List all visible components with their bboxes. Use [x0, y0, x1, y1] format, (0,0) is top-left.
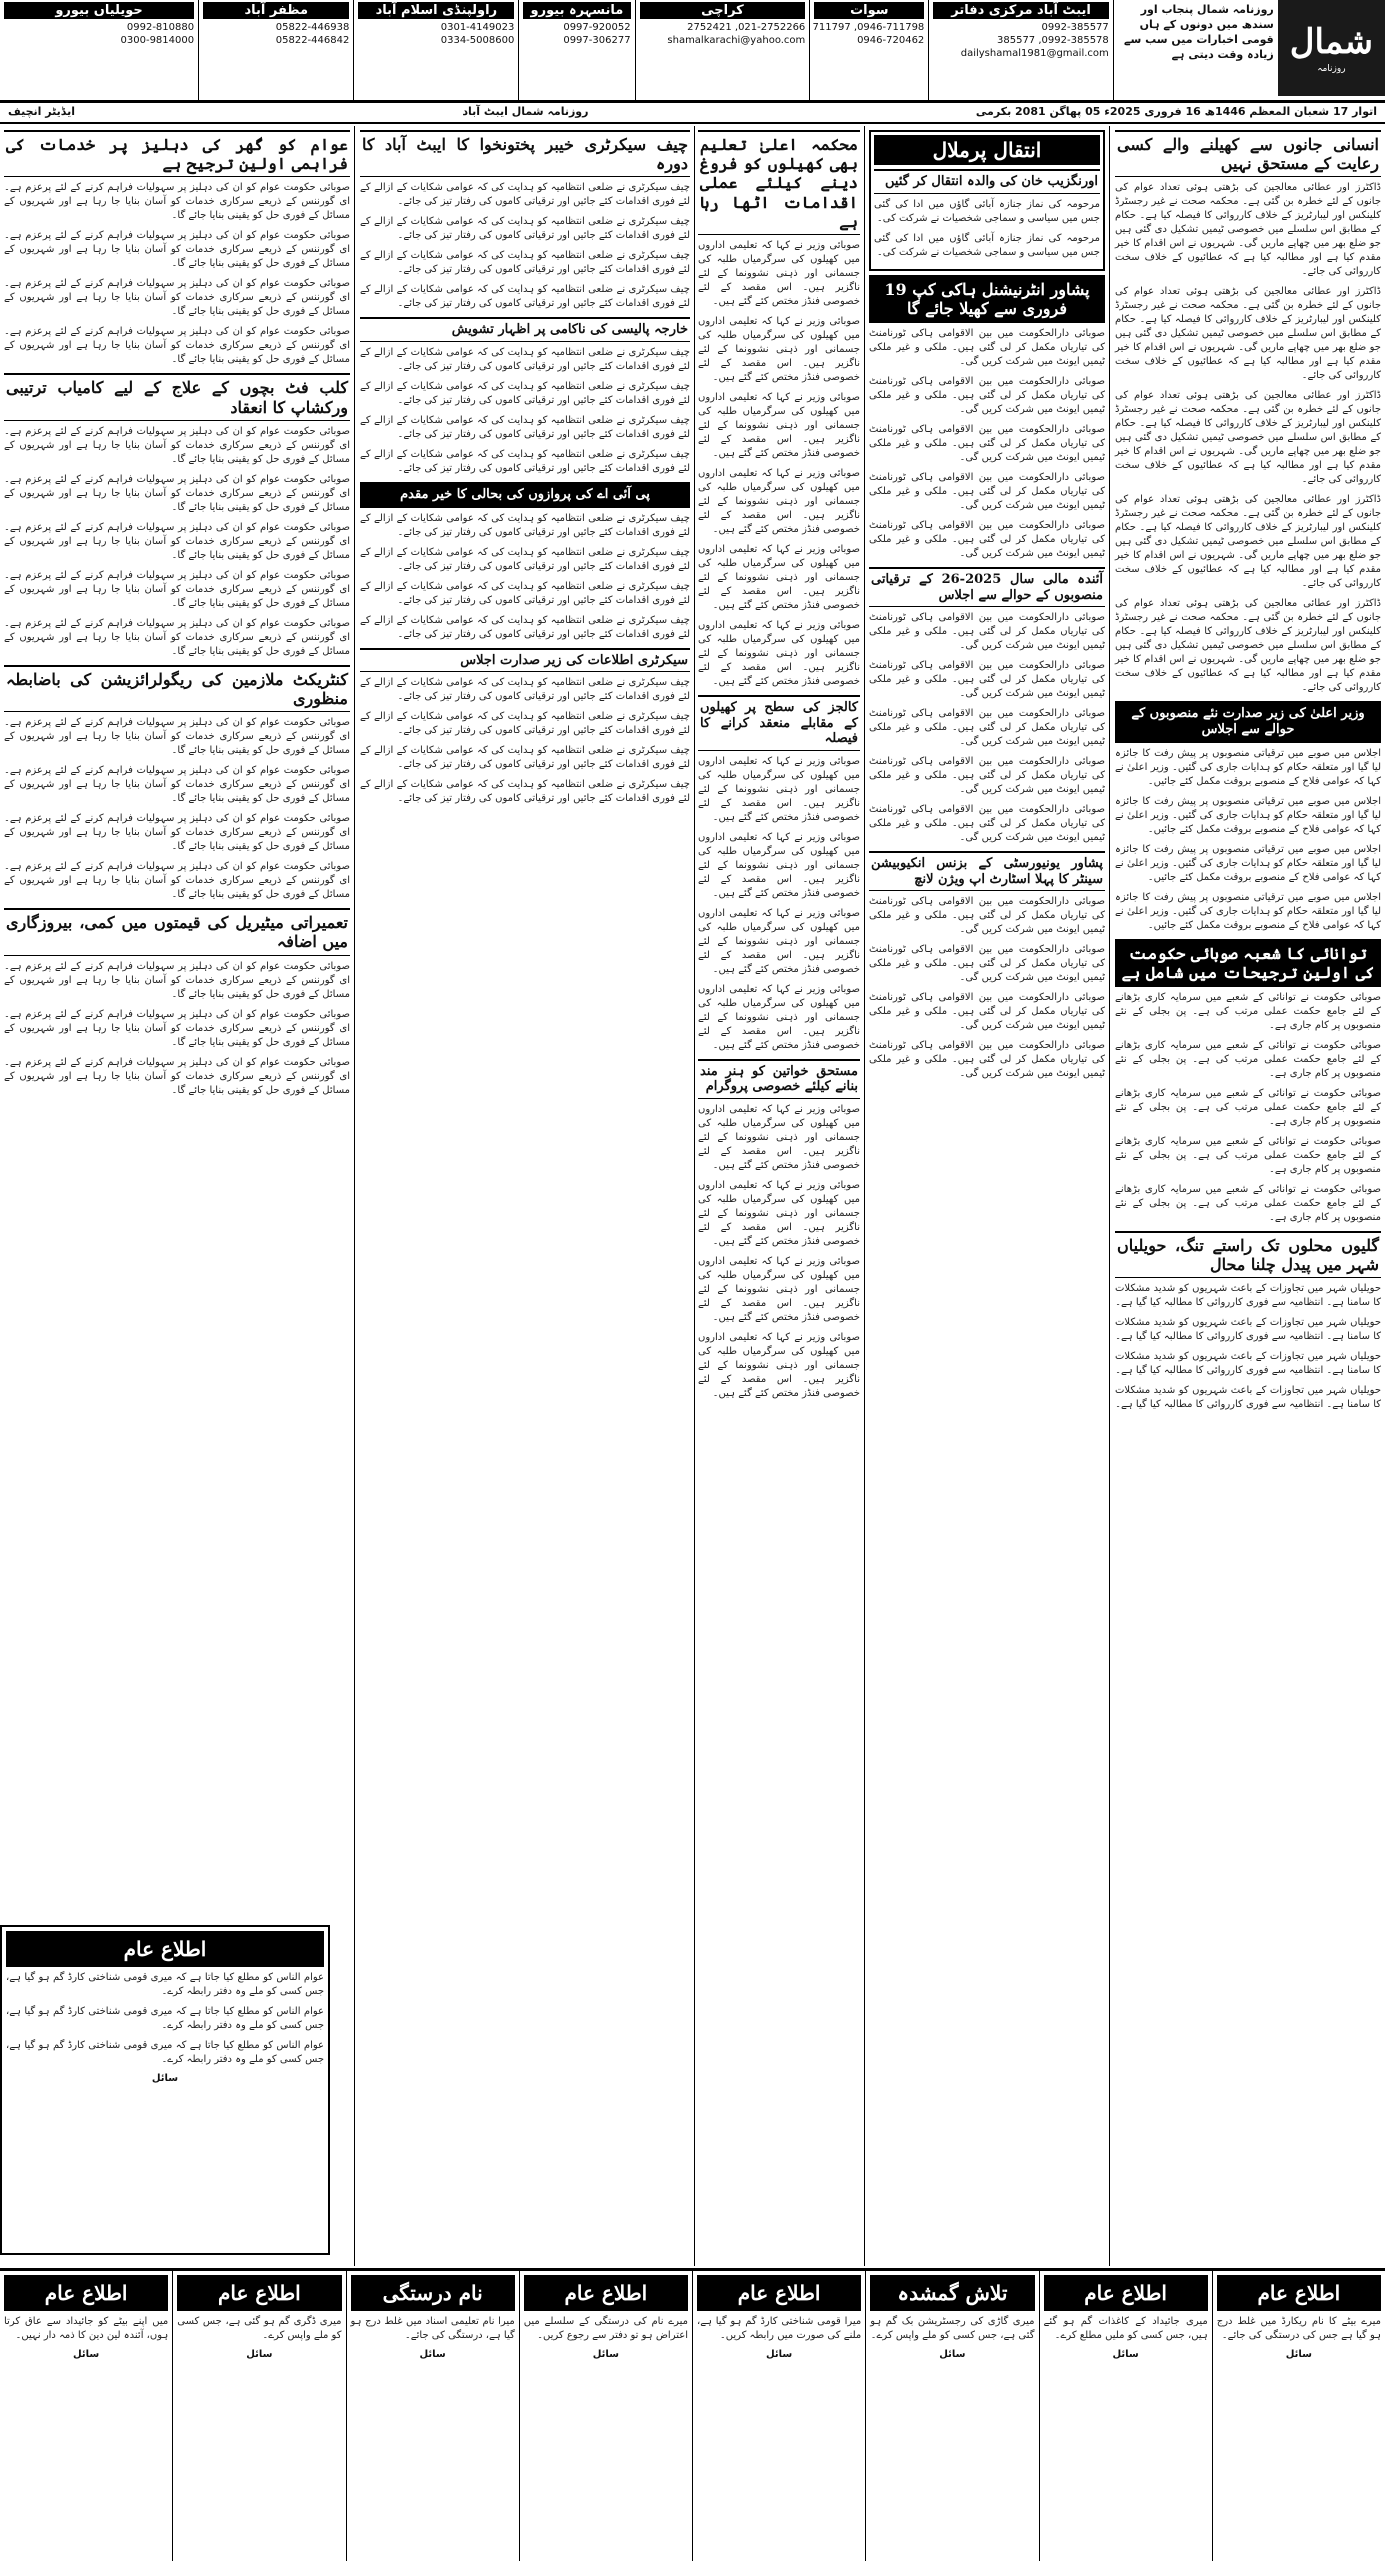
headline: وزیر اعلیٰ کی زیر صدارت نئے منصوبوں کے حوالے سے اجلاس: [1115, 701, 1381, 742]
bureau-line: 0300-9814000: [120, 35, 195, 46]
article-paragraph: چیف سیکرٹری نے ضلعی انتظامیہ کو ہدایت کی کہ عوامی شکایات کے ازالے کے لئے فوری اقدامات کئے جائیں اور ترقیاتی کاموں کی رفتار تیز کی جائے۔: [360, 346, 690, 372]
headline: انسانی جانوں سے کھیلنے والے کسی رعایت کے مستحق نہیں: [1115, 130, 1381, 177]
article-paragraph: صوبائی حکومت عوام کو ان کی دہلیز پر سہولیات فراہم کرنے کے لئے پرعزم ہے۔ ای گورننس کے ذریعے سرکاری خدمات کو آسان بنایا جا رہا ہے اور شہریوں کے مسائل کے فوری حل کو یقینی بنایا جائے گا۔: [4, 182, 350, 222]
bureau-line: 05822-446842: [275, 35, 350, 46]
article-paragraph: صوبائی دارالحکومت میں بین الاقوامی ہاکی ٹورنامنٹ کی تیاریاں مکمل کر لی گئی ہیں۔ ملکی و غیر ملکی ٹیمیں ایونٹ میں شرکت کریں گی۔: [869, 992, 1105, 1032]
article-paragraph: صوبائی حکومت عوام کو ان کی دہلیز پر سہولیات فراہم کرنے کے لئے پرعزم ہے۔ ای گورننس کے ذریعے سرکاری خدمات کو آسان بنایا جا رہا ہے اور شہریوں کے مسائل کے فوری حل کو یقینی بنایا جائے گا۔: [4, 521, 350, 561]
headline: کلب فٹ بچوں کے علاج کے لیے کامیاب ترتیبی ورکشاپ کا انعقاد: [4, 373, 350, 420]
headline: چیف سیکرٹری خیبر پختونخوا کا ایبٹ آباد کا دورہ: [360, 130, 690, 177]
headline: عوام کو گھر کی دہلیز پر خدمات کی فراہمی اولین ترجیح ہے: [4, 130, 350, 177]
article-paragraph: صوبائی حکومت نے توانائی کے شعبے میں سرمایہ کاری بڑھانے کے لئے جامع حکمت عملی مرتب کی ہے۔ پن بجلی کے نئے منصوبوں پر کام جاری ہے۔: [1115, 1135, 1381, 1175]
article-paragraph: اجلاس میں صوبے میں ترقیاتی منصوبوں پر پیش رفت کا جائزہ لیا گیا اور متعلقہ حکام کو ہدایات جاری کی گئیں۔ وزیر اعلیٰ نے کہا کہ عوامی فلاح کے منصوبے بروقت مکمل کئے جائیں۔: [1115, 795, 1381, 835]
article-paragraph: صوبائی وزیر نے کہا کہ تعلیمی اداروں میں کھیلوں کی سرگرمیاں طلبہ کی جسمانی اور ذہنی نشوونما کے لئے ناگزیر ہیں۔ اس مقصد کے لئے خصوصی فنڈز مختص کئے گئے ہیں۔: [698, 619, 860, 687]
bureau-line: 0946-720462: [857, 35, 925, 46]
article-paragraph: صوبائی دارالحکومت میں بین الاقوامی ہاکی ٹورنامنٹ کی تیاریاں مکمل کر لی گئی ہیں۔ ملکی و غیر ملکی ٹیمیں ایونٹ میں شرکت کریں گی۔: [869, 471, 1105, 511]
classified-ads-row: [0, 2268, 1385, 2561]
headline: کالجز کی سطح پر کھیلوں کے مقابلے منعقد کرانے کا فیصلہ: [698, 695, 860, 751]
article-body: [698, 1103, 860, 1401]
newspaper-logo: [1278, 0, 1385, 96]
column-divider: [1109, 126, 1110, 2266]
bureau-muzaffarabad: [198, 0, 353, 100]
article-paragraph: صوبائی حکومت نے توانائی کے شعبے میں سرمایہ کاری بڑھانے کے لئے جامع حکمت عملی مرتب کی ہے۔ پن بجلی کے نئے منصوبوں پر کام جاری ہے۔: [1115, 1183, 1381, 1223]
bureau-city: مظفر آباد: [203, 2, 349, 19]
ad-signature: سائل: [592, 2349, 620, 2360]
article-body: [4, 425, 350, 659]
column-divider: [694, 126, 695, 2266]
article-paragraph: صوبائی دارالحکومت میں بین الاقوامی ہاکی ٹورنامنٹ کی تیاریاں مکمل کر لی گئی ہیں۔ ملکی و غیر ملکی ٹیمیں ایونٹ میں شرکت کریں گی۔: [869, 519, 1105, 559]
bureau-line: 021-2752266, 2752421: [687, 22, 806, 33]
article-paragraph: صوبائی حکومت عوام کو ان کی دہلیز پر سہولیات فراہم کرنے کے لئے پرعزم ہے۔ ای گورننس کے ذریعے سرکاری خدمات کو آسان بنایا جا رہا ہے اور شہریوں کے مسائل کے فوری حل کو یقینی بنایا جائے گا۔: [4, 278, 350, 318]
article-body: [1115, 181, 1381, 695]
notice-signature: سائل: [151, 2073, 179, 2084]
dateline-bar: [0, 100, 1385, 124]
article-paragraph: صوبائی دارالحکومت میں بین الاقوامی ہاکی ٹورنامنٹ کی تیاریاں مکمل کر لی گئی ہیں۔ ملکی و غیر ملکی ٹیمیں ایونٹ میں شرکت کریں گی۔: [869, 327, 1105, 367]
headline: محکمہ اعلیٰ تعلیم بھی کھیلوں کو فروغ دینے کیلئے عملی اقدامات اٹھا رہا ہے: [698, 130, 860, 235]
notice-title: اطلاع عام: [6, 1931, 324, 1967]
classified-ad: [1039, 2271, 1212, 2561]
headline: تعمیراتی میٹیریل کی قیمتوں میں کمی، بیروزگاری میں اضافہ: [4, 908, 350, 955]
article-paragraph: صوبائی دارالحکومت میں بین الاقوامی ہاکی ٹورنامنٹ کی تیاریاں مکمل کر لی گئی ہیں۔ ملکی و غیر ملکی ٹیمیں ایونٹ میں شرکت کریں گی۔: [869, 375, 1105, 415]
article-paragraph: چیف سیکرٹری نے ضلعی انتظامیہ کو ہدایت کی کہ عوامی شکایات کے ازالے کے لئے فوری اقدامات کئے جائیں اور ترقیاتی کاموں کی رفتار تیز کی جائے۔: [360, 779, 690, 805]
article-paragraph: صوبائی دارالحکومت میں بین الاقوامی ہاکی ٹورنامنٹ کی تیاریاں مکمل کر لی گئی ہیں۔ ملکی و غیر ملکی ٹیمیں ایونٹ میں شرکت کریں گی۔: [869, 708, 1105, 748]
ad-signature: سائل: [72, 2349, 100, 2360]
ad-text: میری گاڑی کی رجسٹریشن بک گم ہو گئی ہے، جس کسی کو ملے واپس کرے۔: [870, 2316, 1035, 2341]
article-paragraph: صوبائی حکومت عوام کو ان کی دہلیز پر سہولیات فراہم کرنے کے لئے پرعزم ہے۔ ای گورننس کے ذریعے سرکاری خدمات کو آسان بنایا جا رہا ہے اور شہریوں کے مسائل کے فوری حل کو یقینی بنایا جائے گا۔: [4, 230, 350, 270]
logo-text: شمال: [1289, 22, 1373, 62]
headline: پشاور انٹرنیشنل ہاکی کپ 19 فروری سے کھیلا جائے گا: [869, 275, 1105, 323]
article-body: [698, 239, 860, 689]
bureau-line: 0992-385577: [1041, 22, 1109, 33]
article-body: [360, 676, 690, 806]
article-paragraph: صوبائی دارالحکومت میں بین الاقوامی ہاکی ٹورنامنٹ کی تیاریاں مکمل کر لی گئی ہیں۔ ملکی و غیر ملکی ٹیمیں ایونٹ میں شرکت کریں گی۔: [869, 756, 1105, 796]
article-paragraph: صوبائی دارالحکومت میں بین الاقوامی ہاکی ٹورنامنٹ کی تیاریاں مکمل کر لی گئی ہیں۔ ملکی و غیر ملکی ٹیمیں ایونٹ میں شرکت کریں گی۔: [869, 612, 1105, 652]
article-paragraph: صوبائی حکومت عوام کو ان کی دہلیز پر سہولیات فراہم کرنے کے لئے پرعزم ہے۔ ای گورننس کے ذریعے سرکاری خدمات کو آسان بنایا جا رہا ہے اور شہریوں کے مسائل کے فوری حل کو یقینی بنایا جائے گا۔: [4, 617, 350, 657]
ad-signature: سائل: [246, 2349, 273, 2360]
article-paragraph: ڈاکٹرز اور عطائی معالجین کی بڑھتی ہوئی تعداد عوام کی جانوں کے لئے خطرہ بن گئی ہے۔ محکمہ صحت نے غیر رجسٹرڈ کلینکس اور لیبارٹریز کے خلاف کارروائی کا فیصلہ کیا ہے۔ حکام کے مطابق اس سلسلے میں خصوصی ٹیمیں تشکیل دی گئی ہیں جو ضلع بھر میں چھاپے ماریں گی۔ شہریوں نے اس اقدام کا خیر مقدم کیا ہے اور مطالبہ کیا ہے کہ عطائیوں کے خلاف سخت کارروائی کی جائے۔: [1115, 390, 1381, 486]
article-paragraph: چیف سیکرٹری نے ضلعی انتظامیہ کو ہدایت کی کہ عوامی شکایات کے ازالے کے لئے فوری اقدامات کئے جائیں اور ترقیاتی کاموں کی رفتار تیز کی جائے۔: [360, 284, 690, 310]
article-paragraph: صوبائی دارالحکومت میں بین الاقوامی ہاکی ٹورنامنٹ کی تیاریاں مکمل کر لی گئی ہیں۔ ملکی و غیر ملکی ٹیمیں ایونٹ میں شرکت کریں گی۔: [869, 804, 1105, 844]
bureau-city: ایبٹ آباد مرکزی دفاتر: [933, 2, 1108, 19]
article-body: [698, 755, 860, 1053]
headline: گلیوں محلوں تک راستے تنگ، حویلیاں شہر میں پیدل چلنا محال: [1115, 1231, 1381, 1278]
bureau-line: 0997-306277: [563, 35, 631, 46]
article-paragraph: چیف سیکرٹری نے ضلعی انتظامیہ کو ہدایت کی کہ عوامی شکایات کے ازالے کے لئے فوری اقدامات کئے جائیں اور ترقیاتی کاموں کی رفتار تیز کی جائے۔: [360, 580, 690, 606]
ad-title: اطلاع عام: [1217, 2275, 1381, 2311]
ad-signature: سائل: [765, 2349, 793, 2360]
ad-text: میرے نام کی درستگی کے سلسلے میں اعتراض ہو تو دفتر سے رجوع کریں۔: [523, 2316, 688, 2341]
bureau-email: shamalkarachi@yahoo.com: [667, 35, 806, 46]
bureau-line: 0997-920052: [563, 22, 631, 33]
article-paragraph: صوبائی حکومت عوام کو ان کی دہلیز پر سہولیات فراہم کرنے کے لئے پرعزم ہے۔ ای گورننس کے ذریعے سرکاری خدمات کو آسان بنایا جا رہا ہے اور شہریوں کے مسائل کے فوری حل کو یقینی بنایا جائے گا۔: [4, 1056, 350, 1096]
notice-paragraph: عوام الناس کو مطلع کیا جاتا ہے کہ میری قومی شناختی کارڈ گم ہو گیا ہے، جس کسی کو ملے وہ دفتر رابطہ کرے۔: [6, 1972, 324, 1997]
ad-text: میری جائیداد کے کاغذات گم ہو گئے ہیں، جس کسی کو ملیں مطلع کرے۔: [1043, 2316, 1208, 2341]
article-paragraph: صوبائی وزیر نے کہا کہ تعلیمی اداروں میں کھیلوں کی سرگرمیاں طلبہ کی جسمانی اور ذہنی نشوونما کے لئے ناگزیر ہیں۔ اس مقصد کے لئے خصوصی فنڈز مختص کئے گئے ہیں۔: [698, 831, 860, 899]
article-body: [4, 960, 350, 1098]
article-paragraph: چیف سیکرٹری نے ضلعی انتظامیہ کو ہدایت کی کہ عوامی شکایات کے ازالے کے لئے فوری اقدامات کئے جائیں اور ترقیاتی کاموں کی رفتار تیز کی جائے۔: [360, 512, 690, 538]
article-paragraph: صوبائی وزیر نے کہا کہ تعلیمی اداروں میں کھیلوں کی سرگرمیاں طلبہ کی جسمانی اور ذہنی نشوونما کے لئے ناگزیر ہیں۔ اس مقصد کے لئے خصوصی فنڈز مختص کئے گئے ہیں۔: [698, 543, 860, 611]
ad-title: نام درستگی: [351, 2275, 515, 2311]
bureau-city: راولپنڈی اسلام آباد: [358, 2, 514, 19]
logo-tagline: روزنامہ: [1317, 64, 1346, 74]
article-paragraph: صوبائی حکومت عوام کو ان کی دہلیز پر سہولیات فراہم کرنے کے لئے پرعزم ہے۔ ای گورننس کے ذریعے سرکاری خدمات کو آسان بنایا جا رہا ہے اور شہریوں کے مسائل کے فوری حل کو یقینی بنایا جائے گا۔: [4, 813, 350, 853]
dateline-date: اتوار 17 شعبان المعظم 1446ھ 16 فروری 2025ء 05 پھاگن 2081 بکرمی: [975, 104, 1377, 118]
column-3: [698, 126, 860, 2266]
article-paragraph: چیف سیکرٹری نے ضلعی انتظامیہ کو ہدایت کی کہ عوامی شکایات کے ازالے کے لئے فوری اقدامات کئے جائیں اور ترقیاتی کاموں کی رفتار تیز کی جائے۔: [360, 414, 690, 440]
bureau-email: dailyshamal1981@gmail.com: [960, 48, 1109, 59]
notice-paragraph: عوام الناس کو مطلع کیا جاتا ہے کہ میری قومی شناختی کارڈ گم ہو گیا ہے، جس کسی کو ملے وہ دفتر رابطہ کرے۔: [6, 2006, 324, 2031]
column-divider: [864, 126, 865, 2266]
article-paragraph: صوبائی وزیر نے کہا کہ تعلیمی اداروں میں کھیلوں کی سرگرمیاں طلبہ کی جسمانی اور ذہنی نشوونما کے لئے ناگزیر ہیں۔ اس مقصد کے لئے خصوصی فنڈز مختص کئے گئے ہیں۔: [698, 391, 860, 459]
ad-text: میری ڈگری گم ہو گئی ہے، جس کسی کو ملے واپس کرے۔: [177, 2316, 342, 2341]
article-paragraph: صوبائی وزیر نے کہا کہ تعلیمی اداروں میں کھیلوں کی سرگرمیاں طلبہ کی جسمانی اور ذہنی نشوونما کے لئے ناگزیر ہیں۔ اس مقصد کے لئے خصوصی فنڈز مختص کئے گئے ہیں۔: [698, 1179, 860, 1247]
bureau-line: 0301-4149023: [440, 22, 515, 33]
article-body: [1115, 991, 1381, 1225]
article-paragraph: چیف سیکرٹری نے ضلعی انتظامیہ کو ہدایت کی کہ عوامی شکایات کے ازالے کے لئے فوری اقدامات کئے جائیں اور ترقیاتی کاموں کی رفتار تیز کی جائے۔: [360, 380, 690, 406]
article-paragraph: حویلیاں شہر میں تجاوزات کے باعث شہریوں کو شدید مشکلات کا سامنا ہے۔ انتظامیہ سے فوری کارروائی کا مطالبہ کیا گیا ہے۔: [1115, 1283, 1381, 1309]
headline: سیکرٹری اطلاعات کی زیر صدارت اجلاس: [360, 648, 690, 673]
article-paragraph: اجلاس میں صوبے میں ترقیاتی منصوبوں پر پیش رفت کا جائزہ لیا گیا اور متعلقہ حکام کو ہدایات جاری کی گئیں۔ وزیر اعلیٰ نے کہا کہ عوامی فلاح کے منصوبے بروقت مکمل کئے جائیں۔: [1115, 843, 1381, 883]
bureau-line: 0946-711798, 711797: [812, 22, 925, 33]
headline: پشاور یونیورسٹی کے بزنس انکیوبیشن سینٹر کا پہلا اسٹارٹ اپ ویژن لانچ: [869, 851, 1105, 891]
article-paragraph: صوبائی حکومت نے توانائی کے شعبے میں سرمایہ کاری بڑھانے کے لئے جامع حکمت عملی مرتب کی ہے۔ پن بجلی کے نئے منصوبوں پر کام جاری ہے۔: [1115, 1087, 1381, 1127]
ad-signature: سائل: [1112, 2349, 1139, 2360]
article-paragraph: چیف سیکرٹری نے ضلعی انتظامیہ کو ہدایت کی کہ عوامی شکایات کے ازالے کے لئے فوری اقدامات کئے جائیں اور ترقیاتی کاموں کی رفتار تیز کی جائے۔: [360, 448, 690, 474]
article-paragraph: ڈاکٹرز اور عطائی معالجین کی بڑھتی ہوئی تعداد عوام کی جانوں کے لئے خطرہ بن گئی ہے۔ محکمہ صحت نے غیر رجسٹرڈ کلینکس اور لیبارٹریز کے خلاف کارروائی کا فیصلہ کیا ہے۔ حکام کے مطابق اس سلسلے میں خصوصی ٹیمیں تشکیل دی گئی ہیں جو ضلع بھر میں چھاپے ماریں گی۔ شہریوں نے اس اقدام کا خیر مقدم کیا ہے اور مطالبہ کیا ہے کہ عطائیوں کے خلاف سخت کارروائی کی جائے۔: [1115, 182, 1381, 278]
ad-text: میرا نام تعلیمی اسناد میں غلط درج ہو گیا ہے، درستگی کی جائے۔: [350, 2316, 515, 2341]
article-paragraph: صوبائی حکومت نے توانائی کے شعبے میں سرمایہ کاری بڑھانے کے لئے جامع حکمت عملی مرتب کی ہے۔ پن بجلی کے نئے منصوبوں پر کام جاری ہے۔: [1115, 991, 1381, 1031]
notice-text: [6, 1971, 324, 2067]
bureau-city: کراچی: [640, 2, 806, 19]
article-paragraph: مرحومہ کی نماز جنازہ آبائی گاؤں میں ادا کی گئی جس میں سیاسی و سماجی شخصیات نے شرکت کی۔: [874, 232, 1100, 258]
public-notice-left: [0, 1925, 330, 2255]
article-paragraph: صوبائی حکومت عوام کو ان کی دہلیز پر سہولیات فراہم کرنے کے لئے پرعزم ہے۔ ای گورننس کے ذریعے سرکاری خدمات کو آسان بنایا جا رہا ہے اور شہریوں کے مسائل کے فوری حل کو یقینی بنایا جائے گا۔: [4, 425, 350, 465]
ad-title: اطلاع عام: [4, 2275, 168, 2311]
bureau-abbottabad: [928, 0, 1112, 100]
article-paragraph: صوبائی دارالحکومت میں بین الاقوامی ہاکی ٹورنامنٹ کی تیاریاں مکمل کر لی گئی ہیں۔ ملکی و غیر ملکی ٹیمیں ایونٹ میں شرکت کریں گی۔: [869, 896, 1105, 936]
article-paragraph: صوبائی دارالحکومت میں بین الاقوامی ہاکی ٹورنامنٹ کی تیاریاں مکمل کر لی گئی ہیں۔ ملکی و غیر ملکی ٹیمیں ایونٹ میں شرکت کریں گی۔: [869, 423, 1105, 463]
article-paragraph: چیف سیکرٹری نے ضلعی انتظامیہ کو ہدایت کی کہ عوامی شکایات کے ازالے کے لئے فوری اقدامات کئے جائیں اور ترقیاتی کاموں کی رفتار تیز کی جائے۔: [360, 614, 690, 640]
article-paragraph: صوبائی وزیر نے کہا کہ تعلیمی اداروں میں کھیلوں کی سرگرمیاں طلبہ کی جسمانی اور ذہنی نشوونما کے لئے ناگزیر ہیں۔ اس مقصد کے لئے خصوصی فنڈز مختص کئے گئے ہیں۔: [698, 315, 860, 383]
bureau-line: 0992-385578, 385577: [997, 35, 1109, 46]
article-paragraph: صوبائی دارالحکومت میں بین الاقوامی ہاکی ٹورنامنٹ کی تیاریاں مکمل کر لی گئی ہیں۔ ملکی و غیر ملکی ٹیمیں ایونٹ میں شرکت کریں گی۔: [869, 944, 1105, 984]
article-body: [1115, 1282, 1381, 1412]
ad-text: میں اپنے بیٹے کو جائیداد سے عاق کرتا ہوں، آئندہ لین دین کا ذمہ دار نہیں۔: [4, 2316, 169, 2341]
article-paragraph: صوبائی حکومت عوام کو ان کی دہلیز پر سہولیات فراہم کرنے کے لئے پرعزم ہے۔ ای گورننس کے ذریعے سرکاری خدمات کو آسان بنایا جا رہا ہے اور شہریوں کے مسائل کے فوری حل کو یقینی بنایا جائے گا۔: [4, 569, 350, 609]
article-paragraph: صوبائی حکومت عوام کو ان کی دہلیز پر سہولیات فراہم کرنے کے لئے پرعزم ہے۔ ای گورننس کے ذریعے سرکاری خدمات کو آسان بنایا جا رہا ہے اور شہریوں کے مسائل کے فوری حل کو یقینی بنایا جائے گا۔: [4, 473, 350, 513]
article-paragraph: صوبائی وزیر نے کہا کہ تعلیمی اداروں میں کھیلوں کی سرگرمیاں طلبہ کی جسمانی اور ذہنی نشوونما کے لئے ناگزیر ہیں۔ اس مقصد کے لئے خصوصی فنڈز مختص کئے گئے ہیں۔: [698, 755, 860, 823]
headline: توانائی کا شعبہ صوبائی حکومت کی اولین ترجیحات میں شامل ہے: [1115, 939, 1381, 987]
column-2: [869, 126, 1105, 2266]
article-paragraph: ڈاکٹرز اور عطائی معالجین کی بڑھتی ہوئی تعداد عوام کی جانوں کے لئے خطرہ بن گئی ہے۔ محکمہ صحت نے غیر رجسٹرڈ کلینکس اور لیبارٹریز کے خلاف کارروائی کا فیصلہ کیا ہے۔ حکام کے مطابق اس سلسلے میں خصوصی ٹیمیں تشکیل دی گئی ہیں جو ضلع بھر میں چھاپے ماریں گی۔ شہریوں نے اس اقدام کا خیر مقدم کیا ہے اور مطالبہ کیا ہے کہ عطائیوں کے خلاف سخت کارروائی کی جائے۔: [1115, 286, 1381, 382]
article-body: [360, 512, 690, 642]
bureau-line: 05822-446938: [275, 22, 350, 33]
article-paragraph: صوبائی وزیر نے کہا کہ تعلیمی اداروں میں کھیلوں کی سرگرمیاں طلبہ کی جسمانی اور ذہنی نشوونما کے لئے ناگزیر ہیں۔ اس مقصد کے لئے خصوصی فنڈز مختص کئے گئے ہیں۔: [698, 1331, 860, 1399]
article-paragraph: چیف سیکرٹری نے ضلعی انتظامیہ کو ہدایت کی کہ عوامی شکایات کے ازالے کے لئے فوری اقدامات کئے جائیں اور ترقیاتی کاموں کی رفتار تیز کی جائے۔: [360, 677, 690, 703]
ad-text: میرے بیٹے کا نام ریکارڈ میں غلط درج ہو گیا ہے جس کی درستگی کی جائے۔: [1216, 2316, 1381, 2341]
notice-paragraph: عوام الناس کو مطلع کیا جاتا ہے کہ میری قومی شناختی کارڈ گم ہو گیا ہے، جس کسی کو ملے وہ دفتر رابطہ کرے۔: [6, 2040, 324, 2065]
obituary-subtitle: اورنگزیب خان کی والدہ انتقال کر گئیں: [874, 169, 1100, 194]
article-body: [360, 346, 690, 476]
bureau-rawalpindi: [353, 0, 518, 100]
bureau-line: 0992-810880: [126, 22, 195, 33]
ad-title: تلاش گمشدہ: [870, 2275, 1034, 2311]
bureau-swat: [809, 0, 928, 100]
dateline-center: روزنامہ شمال ایبٹ آباد: [462, 104, 589, 118]
bureau-city: سوات: [814, 2, 924, 19]
masthead: [0, 0, 1385, 103]
article-paragraph: صوبائی حکومت عوام کو ان کی دہلیز پر سہولیات فراہم کرنے کے لئے پرعزم ہے۔ ای گورننس کے ذریعے سرکاری خدمات کو آسان بنایا جا رہا ہے اور شہریوں کے مسائل کے فوری حل کو یقینی بنایا جائے گا۔: [4, 861, 350, 901]
ad-title: اطلاع عام: [524, 2275, 688, 2311]
obituary-box: [869, 130, 1105, 271]
classified-ad: [865, 2271, 1038, 2561]
article-paragraph: صوبائی وزیر نے کہا کہ تعلیمی اداروں میں کھیلوں کی سرگرمیاں طلبہ کی جسمانی اور ذہنی نشوونما کے لئے ناگزیر ہیں۔ اس مقصد کے لئے خصوصی فنڈز مختص کئے گئے ہیں۔: [698, 1103, 860, 1171]
column-1: [1115, 126, 1381, 2266]
article-paragraph: صوبائی وزیر نے کہا کہ تعلیمی اداروں میں کھیلوں کی سرگرمیاں طلبہ کی جسمانی اور ذہنی نشوونما کے لئے ناگزیر ہیں۔ اس مقصد کے لئے خصوصی فنڈز مختص کئے گئے ہیں۔: [698, 239, 860, 307]
masthead-intro: [1113, 0, 1278, 100]
ad-title: اطلاع عام: [177, 2275, 341, 2311]
article-paragraph: صوبائی وزیر نے کہا کہ تعلیمی اداروں میں کھیلوں کی سرگرمیاں طلبہ کی جسمانی اور ذہنی نشوونما کے لئے ناگزیر ہیں۔ اس مقصد کے لئے خصوصی فنڈز مختص کئے گئے ہیں۔: [698, 467, 860, 535]
article-paragraph: صوبائی حکومت عوام کو ان کی دہلیز پر سہولیات فراہم کرنے کے لئے پرعزم ہے۔ ای گورننس کے ذریعے سرکاری خدمات کو آسان بنایا جا رہا ہے اور شہریوں کے مسائل کے فوری حل کو یقینی بنایا جائے گا۔: [4, 960, 350, 1000]
article-paragraph: چیف سیکرٹری نے ضلعی انتظامیہ کو ہدایت کی کہ عوامی شکایات کے ازالے کے لئے فوری اقدامات کئے جائیں اور ترقیاتی کاموں کی رفتار تیز کی جائے۔: [360, 250, 690, 276]
article-paragraph: صوبائی حکومت عوام کو ان کی دہلیز پر سہولیات فراہم کرنے کے لئے پرعزم ہے۔ ای گورننس کے ذریعے سرکاری خدمات کو آسان بنایا جا رہا ہے اور شہریوں کے مسائل کے فوری حل کو یقینی بنایا جائے گا۔: [4, 717, 350, 757]
article-paragraph: ڈاکٹرز اور عطائی معالجین کی بڑھتی ہوئی تعداد عوام کی جانوں کے لئے خطرہ بن گئی ہے۔ محکمہ صحت نے غیر رجسٹرڈ کلینکس اور لیبارٹریز کے خلاف کارروائی کا فیصلہ کیا ہے۔ حکام کے مطابق اس سلسلے میں خصوصی ٹیمیں تشکیل دی گئی ہیں جو ضلع بھر میں چھاپے ماریں گی۔ شہریوں نے اس اقدام کا خیر مقدم کیا ہے اور مطالبہ کیا ہے کہ عطائیوں کے خلاف سخت کارروائی کی جائے۔: [1115, 598, 1381, 694]
article-paragraph: چیف سیکرٹری نے ضلعی انتظامیہ کو ہدایت کی کہ عوامی شکایات کے ازالے کے لئے فوری اقدامات کئے جائیں اور ترقیاتی کاموں کی رفتار تیز کی جائے۔: [360, 745, 690, 771]
ad-text: میرا قومی شناختی کارڈ گم ہو گیا ہے، ملنے کی صورت میں رابطہ کریں۔: [697, 2316, 862, 2341]
article-paragraph: چیف سیکرٹری نے ضلعی انتظامیہ کو ہدایت کی کہ عوامی شکایات کے ازالے کے لئے فوری اقدامات کئے جائیں اور ترقیاتی کاموں کی رفتار تیز کی جائے۔: [360, 546, 690, 572]
classified-ad: [346, 2271, 519, 2561]
headline: آئندہ مالی سال 2025-26 کے ترقیاتی منصوبوں کے حوالے سے اجلاس: [869, 567, 1105, 607]
article-body: [1115, 747, 1381, 933]
article-paragraph: صوبائی دارالحکومت میں بین الاقوامی ہاکی ٹورنامنٹ کی تیاریاں مکمل کر لی گئی ہیں۔ ملکی و غیر ملکی ٹیمیں ایونٹ میں شرکت کریں گی۔: [869, 1040, 1105, 1080]
bureau-havelian: [0, 0, 198, 100]
article-paragraph: صوبائی وزیر نے کہا کہ تعلیمی اداروں میں کھیلوں کی سرگرمیاں طلبہ کی جسمانی اور ذہنی نشوونما کے لئے ناگزیر ہیں۔ اس مقصد کے لئے خصوصی فنڈز مختص کئے گئے ہیں۔: [698, 983, 860, 1051]
column-4: [360, 126, 690, 2266]
article-paragraph: اجلاس میں صوبے میں ترقیاتی منصوبوں پر پیش رفت کا جائزہ لیا گیا اور متعلقہ حکام کو ہدایات جاری کی گئیں۔ وزیر اعلیٰ نے کہا کہ عوامی فلاح کے منصوبے بروقت مکمل کئے جائیں۔: [1115, 891, 1381, 931]
headline: پی آئی اے کی پروازوں کی بحالی کا خیر مقدم: [360, 482, 690, 508]
ad-title: اطلاع عام: [697, 2275, 861, 2311]
article-body: [360, 181, 690, 311]
column-5: [4, 126, 350, 1916]
article-paragraph: حویلیاں شہر میں تجاوزات کے باعث شہریوں کو شدید مشکلات کا سامنا ہے۔ انتظامیہ سے فوری کارروائی کا مطالبہ کیا گیا ہے۔: [1115, 1385, 1381, 1411]
bureau-mansehra: [518, 0, 634, 100]
article-paragraph: اجلاس میں صوبے میں ترقیاتی منصوبوں پر پیش رفت کا جائزہ لیا گیا اور متعلقہ حکام کو ہدایات جاری کی گئیں۔ وزیر اعلیٰ نے کہا کہ عوامی فلاح کے منصوبے بروقت مکمل کئے جائیں۔: [1115, 747, 1381, 787]
headline: خارجہ پالیسی کی ناکامی پر اظہار تشویش: [360, 317, 690, 342]
column-divider: [354, 126, 355, 2266]
headline: مستحق خواتین کو ہنر مند بنانے کیلئے خصوصی پروگرام: [698, 1059, 860, 1099]
article-paragraph: چیف سیکرٹری نے ضلعی انتظامیہ کو ہدایت کی کہ عوامی شکایات کے ازالے کے لئے فوری اقدامات کئے جائیں اور ترقیاتی کاموں کی رفتار تیز کی جائے۔: [360, 711, 690, 737]
bureau-city: حویلیاں بیورو: [4, 2, 194, 19]
article-body: [869, 327, 1105, 561]
article-paragraph: مرحومہ کی نماز جنازہ آبائی گاؤں میں ادا کی گئی جس میں سیاسی و سماجی شخصیات نے شرکت کی۔: [874, 198, 1100, 224]
ad-title: اطلاع عام: [1044, 2275, 1208, 2311]
dateline-editor: ایڈیٹر انچیف: [8, 104, 75, 118]
article-paragraph: حویلیاں شہر میں تجاوزات کے باعث شہریوں کو شدید مشکلات کا سامنا ہے۔ انتظامیہ سے فوری کارروائی کا مطالبہ کیا گیا ہے۔: [1115, 1351, 1381, 1377]
article-paragraph: صوبائی حکومت نے توانائی کے شعبے میں سرمایہ کاری بڑھانے کے لئے جامع حکمت عملی مرتب کی ہے۔ پن بجلی کے نئے منصوبوں پر کام جاری ہے۔: [1115, 1039, 1381, 1079]
headline: کنٹریکٹ ملازمین کی ریگولرائزیشن کی باضابطہ منظوری: [4, 665, 350, 712]
classified-ad: [519, 2271, 692, 2561]
bureau-city: مانسہرہ بیورو: [523, 2, 630, 19]
obituary-body: [874, 198, 1100, 260]
article-paragraph: چیف سیکرٹری نے ضلعی انتظامیہ کو ہدایت کی کہ عوامی شکایات کے ازالے کے لئے فوری اقدامات کئے جائیں اور ترقیاتی کاموں کی رفتار تیز کی جائے۔: [360, 216, 690, 242]
article-paragraph: صوبائی حکومت عوام کو ان کی دہلیز پر سہولیات فراہم کرنے کے لئے پرعزم ہے۔ ای گورننس کے ذریعے سرکاری خدمات کو آسان بنایا جا رہا ہے اور شہریوں کے مسائل کے فوری حل کو یقینی بنایا جائے گا۔: [4, 1008, 350, 1048]
article-paragraph: صوبائی دارالحکومت میں بین الاقوامی ہاکی ٹورنامنٹ کی تیاریاں مکمل کر لی گئی ہیں۔ ملکی و غیر ملکی ٹیمیں ایونٹ میں شرکت کریں گی۔: [869, 660, 1105, 700]
bureau-karachi: [635, 0, 810, 100]
article-body: [869, 611, 1105, 845]
classified-ad: [692, 2271, 865, 2561]
classified-ad: [1212, 2271, 1385, 2561]
article-paragraph: حویلیاں شہر میں تجاوزات کے باعث شہریوں کو شدید مشکلات کا سامنا ہے۔ انتظامیہ سے فوری کارروائی کا مطالبہ کیا گیا ہے۔: [1115, 1317, 1381, 1343]
article-paragraph: صوبائی حکومت عوام کو ان کی دہلیز پر سہولیات فراہم کرنے کے لئے پرعزم ہے۔ ای گورننس کے ذریعے سرکاری خدمات کو آسان بنایا جا رہا ہے اور شہریوں کے مسائل کے فوری حل کو یقینی بنایا جائے گا۔: [4, 326, 350, 366]
classified-ad: [172, 2271, 345, 2561]
ad-signature: سائل: [1285, 2349, 1313, 2360]
article-body: [4, 181, 350, 367]
classified-ad: [0, 2271, 172, 2561]
article-body: [869, 895, 1105, 1081]
article-paragraph: صوبائی وزیر نے کہا کہ تعلیمی اداروں میں کھیلوں کی سرگرمیاں طلبہ کی جسمانی اور ذہنی نشوونما کے لئے ناگزیر ہیں۔ اس مقصد کے لئے خصوصی فنڈز مختص کئے گئے ہیں۔: [698, 907, 860, 975]
bureau-line: 0334-5008600: [440, 35, 515, 46]
article-paragraph: چیف سیکرٹری نے ضلعی انتظامیہ کو ہدایت کی کہ عوامی شکایات کے ازالے کے لئے فوری اقدامات کئے جائیں اور ترقیاتی کاموں کی رفتار تیز کی جائے۔: [360, 182, 690, 208]
masthead-intro-text: روزنامہ شمال پنجاب اور سندھ میں دونوں کے ہاں قومی اخبارات میں سب سے زیادہ وقت دیتی ہے: [1124, 3, 1274, 61]
article-body: [4, 716, 350, 902]
ad-signature: سائل: [419, 2349, 446, 2360]
article-paragraph: صوبائی وزیر نے کہا کہ تعلیمی اداروں میں کھیلوں کی سرگرمیاں طلبہ کی جسمانی اور ذہنی نشوونما کے لئے ناگزیر ہیں۔ اس مقصد کے لئے خصوصی فنڈز مختص کئے گئے ہیں۔: [698, 1255, 860, 1323]
article-paragraph: صوبائی حکومت عوام کو ان کی دہلیز پر سہولیات فراہم کرنے کے لئے پرعزم ہے۔ ای گورننس کے ذریعے سرکاری خدمات کو آسان بنایا جا رہا ہے اور شہریوں کے مسائل کے فوری حل کو یقینی بنایا جائے گا۔: [4, 765, 350, 805]
obituary-title: انتقال پرملال: [874, 135, 1100, 165]
article-paragraph: ڈاکٹرز اور عطائی معالجین کی بڑھتی ہوئی تعداد عوام کی جانوں کے لئے خطرہ بن گئی ہے۔ محکمہ صحت نے غیر رجسٹرڈ کلینکس اور لیبارٹریز کے خلاف کارروائی کا فیصلہ کیا ہے۔ حکام کے مطابق اس سلسلے میں خصوصی ٹیمیں تشکیل دی گئی ہیں جو ضلع بھر میں چھاپے ماریں گی۔ شہریوں نے اس اقدام کا خیر مقدم کیا ہے اور مطالبہ کیا ہے کہ عطائیوں کے خلاف سخت کارروائی کی جائے۔: [1115, 494, 1381, 590]
ad-signature: سائل: [939, 2349, 966, 2360]
